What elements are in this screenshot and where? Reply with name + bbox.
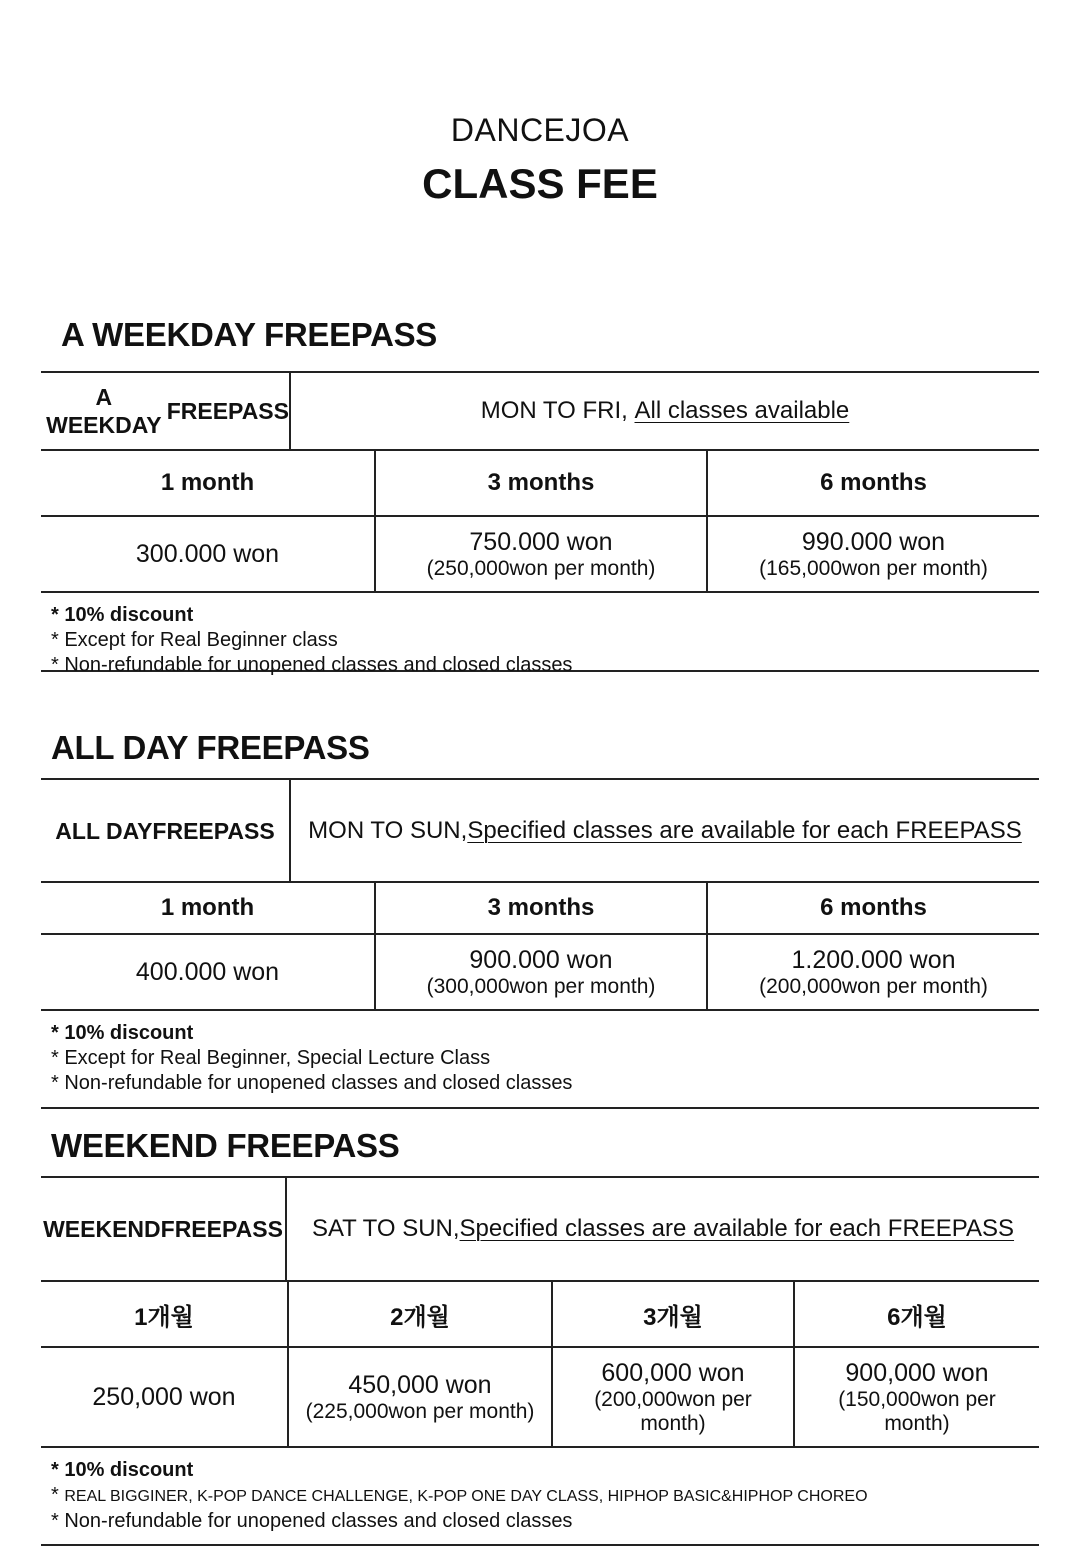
allday-freepass-section (41, 726, 1039, 1109)
price-value: 1.200.000 won (791, 946, 956, 974)
discount-note: * 10% discount (51, 1022, 194, 1044)
weekend-freepass-section (41, 1124, 1039, 1546)
price-cell (41, 517, 374, 591)
pass-label (41, 1178, 287, 1280)
refund-note: * Non-refundable for unopened classes and closed classes (51, 1072, 573, 1094)
duration-header-cell: 1 month (160, 894, 255, 921)
price-row (41, 1348, 1039, 1448)
per-month-price: (150,000won per month) (838, 1388, 996, 1435)
per-month-price: (200,000won per month) (759, 975, 988, 998)
price-cell (551, 1348, 793, 1446)
pass-days: SAT TO SUN, (311, 1215, 460, 1242)
per-month-price: (300,000won per month) (426, 975, 656, 998)
pass-label (41, 373, 291, 449)
duration-header-cell: 6 months (706, 451, 1039, 515)
notes-block (41, 593, 1039, 676)
price-cell (706, 935, 1039, 1009)
program-list-note (51, 1483, 1039, 1509)
duration-header-cell: 2개월 (287, 1282, 551, 1346)
discount-note: * 10% discount (51, 1459, 194, 1481)
pass-label (41, 780, 291, 881)
brand-name: DANCEJOA (450, 112, 630, 148)
price-value: 400.000 won (135, 958, 280, 986)
per-month-price: (225,000won per month) (305, 1400, 535, 1423)
duration-header-row (41, 1282, 1039, 1348)
pass-days: MON TO SUN, (308, 816, 468, 844)
notes-block (41, 1448, 1039, 1546)
pass-label-line2: FREEPASS (160, 1216, 283, 1242)
duration-header-cell: 3 months (374, 883, 706, 933)
price-cell (287, 1348, 551, 1446)
per-month-price: (250,000won per month) (426, 557, 656, 580)
price-value: 990.000 won (801, 528, 946, 556)
pass-availability: All classes available (634, 397, 850, 424)
per-month-price: (200,000won per month) (594, 1388, 752, 1435)
duration-header-row (41, 451, 1039, 517)
pass-label-line1: WEEKEND (43, 1216, 161, 1242)
price-cell (41, 935, 374, 1009)
price-cell (793, 1348, 1039, 1446)
pass-days: MON TO FRI, (480, 397, 635, 424)
pass-availability: Specified classes are available for each FREEPASS (467, 816, 1022, 844)
duration-header-cell: 3 months (374, 451, 706, 515)
refund-note: * Non-refundable for unopened classes and closed classes (51, 654, 573, 676)
pass-description (291, 373, 1039, 449)
duration-header-cell: 6개월 (793, 1282, 1039, 1346)
price-cell (374, 935, 706, 1009)
price-cell (706, 517, 1039, 591)
price-value: 450,000 won (348, 1371, 492, 1399)
price-value: 750.000 won (469, 528, 613, 556)
duration-header-cell: 1 month (160, 469, 255, 496)
discount-note: * 10% discount (51, 604, 194, 626)
price-value: 250,000 won (92, 1383, 236, 1411)
price-cell (374, 517, 706, 591)
notes-block (41, 1011, 1039, 1109)
pass-description (287, 1178, 1039, 1280)
refund-note: * Non-refundable for unopened classes and closed classes (51, 1510, 573, 1532)
pass-description (291, 780, 1039, 881)
pass-label-line2: FREEPASS (166, 398, 289, 424)
pass-info-row (41, 1176, 1039, 1282)
page-title: CLASS FEE (422, 160, 658, 207)
duration-header-cell: 3개월 (551, 1282, 793, 1346)
note-star: * (51, 1484, 65, 1506)
duration-header-cell: 1개월 (134, 1303, 194, 1331)
section-title: A WEEKDAY FREEPASS (61, 316, 438, 353)
pass-label-line2: FREEPASS (152, 817, 275, 844)
duration-header-cell: 6 months (706, 883, 1039, 933)
pass-availability: Specified classes are available for each FREEPASS (459, 1215, 1015, 1242)
price-row (41, 935, 1039, 1011)
section-title: WEEKEND FREEPASS (51, 1127, 400, 1164)
section-title: ALL DAY FREEPASS (51, 729, 370, 766)
per-month-price: (165,000won per month) (759, 557, 988, 580)
price-value: 600,000 won (601, 1359, 745, 1387)
weekday-freepass-section (41, 313, 1039, 676)
price-value: 300.000 won (135, 540, 280, 568)
pass-info-row (41, 778, 1039, 883)
price-row (41, 517, 1039, 593)
price-value: 900.000 won (469, 946, 613, 974)
price-cell (41, 1348, 287, 1446)
exception-note: * Except for Real Beginner class (51, 629, 338, 651)
page-header (0, 108, 1080, 212)
duration-header-row (41, 883, 1039, 935)
price-value: 900,000 won (845, 1359, 989, 1387)
program-list: REAL BIGGINER, K-POP DANCE CHALLENGE, K-POP ONE DAY CLASS, HIPHOP BASIC&HIPHOP CHOREO (64, 1488, 868, 1505)
pass-info-row (41, 371, 1039, 451)
pass-label-line1: A WEEKDAY (46, 384, 162, 438)
pass-label-line1: ALL DAY (55, 817, 153, 844)
exception-note: * Except for Real Beginner, Special Lecture Class (51, 1047, 491, 1069)
